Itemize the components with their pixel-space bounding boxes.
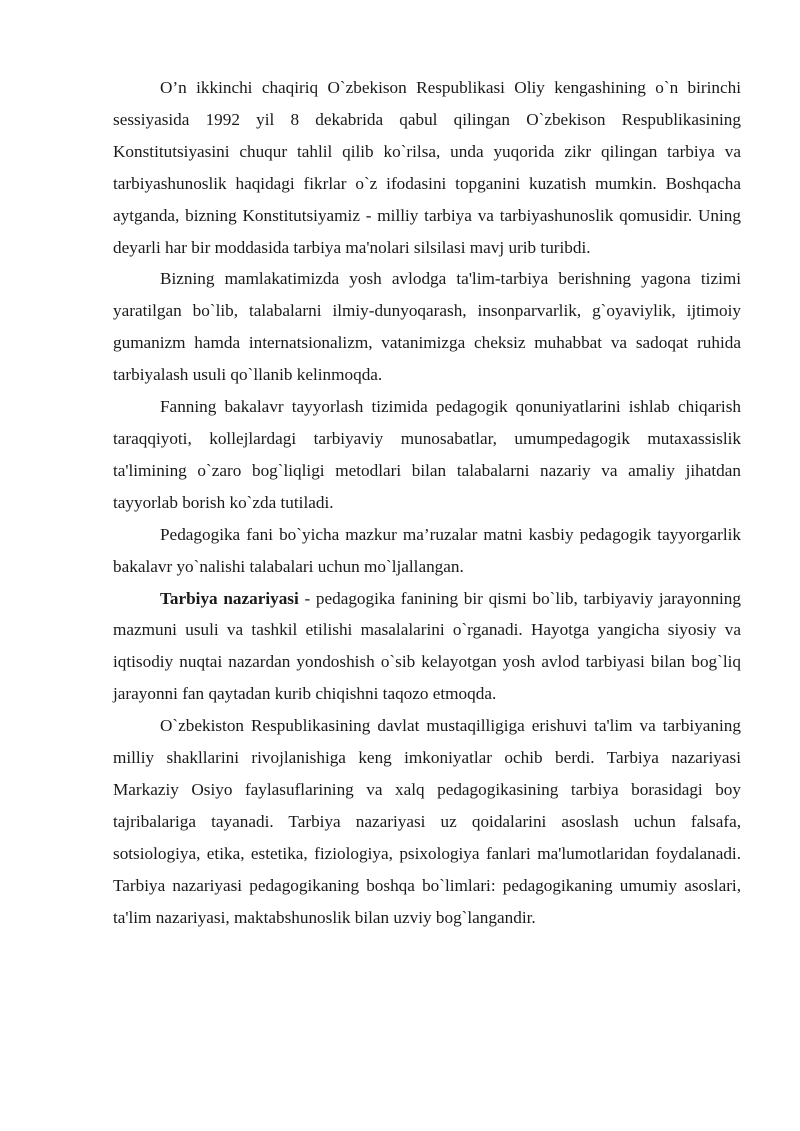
term-upbringing-theory: Tarbiya nazariyasi <box>160 588 299 608</box>
paragraph-education-system: Bizning mamlakatimizda yosh avlodga ta'lim-tarbiya berishning yagona tizimi yaratilgan bo`lib, talabalarni ilmiy-dunyoqarash, insonparvarlik, g`oyaviylik, ijtimoiy gumanizm hamda internatsionalizm, vatanimizga cheksiz muhabbat va sadoqat ruhida tarbiyalash usuli qo`llanib kelinmoqda. <box>113 269 741 385</box>
paragraph-upbringing-theory <box>113 583 741 711</box>
paragraph-upbringing-theory-body: - pedagogika fanining bir qismi bo`lib, tarbiyaviy jarayonning mazmuni usuli va tashkil etilishi masalalarini o`rganadi. Hayotga yangicha siyosiy va iqtisodiy nuqtai nazardan yondoshish o`sib kelayotgan yosh avlod tarbiyasi bilan bog`liq jarayonni fan qaytadan kurib chiqishni taqozo etmoqda. <box>113 588 741 704</box>
paragraph-lecture-purpose: Pedagogika fani bo`yicha mazkur ma’ruzalar matni kasbiy pedagogik tayyorgarlik bakalavr yo`nalishi talabalari uchun mo`ljallangan. <box>113 524 741 576</box>
paragraph-independence: O`zbekiston Respublikasining davlat mustaqilligiga erishuvi ta'lim va tarbiyaning milliy shakllarini rivojlanishiga keng imkoniyatlar ochib berdi. Tarbiya nazariyasi Markaziy Osiyo faylasuflarining va xalq pedagogikasining tarbiya borasidagi boy tajribalariga tayanadi. Tarbiya nazariyasi uz qoidalarini asoslash uchun falsafa, sotsiologiya, etika, estetika, fiziologiya, psixologiya fanlari ma'lumotlaridan foydalanadi. Tarbiya nazariyasi pedagogikaning boshqa bo`limlari: pedagogikaning umumiy asoslari, ta'lim nazariyasi, maktabshunoslik bilan uzviy bog`langandir. <box>113 716 741 927</box>
document-page <box>113 72 741 933</box>
paragraph-bachelor-training: Fanning bakalavr tayyorlash tizimida pedagogik qonuniyatlarini ishlab chiqarish taraqqiyoti, kollejlardagi tarbiyaviy munosabatlar, umumpedagogik mutaxassislik ta'limining o`zaro bog`liqligi metodlari bilan talabalarni nazariy va amaliy jihatdan tayyorlab borish ko`zda tutiladi. <box>113 397 741 512</box>
paragraph-constitution: O’n ikkinchi chaqiriq O`zbekison Respublikasi Oliy kengashining o`n birinchi sessiyasida 1992 yil 8 dekabrida qabul qilingan O`zbekison Respublikasining Konstitutsiyasini chuqur tahlil qilib ko`rilsa, unda yuqorida zikr qilingan tarbiya va tarbiyashunoslik haqidagi fikrlar o`z ifodasini topganini kuzatish mumkin. Boshqacha aytganda, bizning Konstitutsiyamiz - milliy tarbiya va tarbiyashunoslik qomusidir. Uning deyarli har bir moddasida tarbiya ma'nolari silsilasi mavj urib turibdi. <box>113 78 741 257</box>
